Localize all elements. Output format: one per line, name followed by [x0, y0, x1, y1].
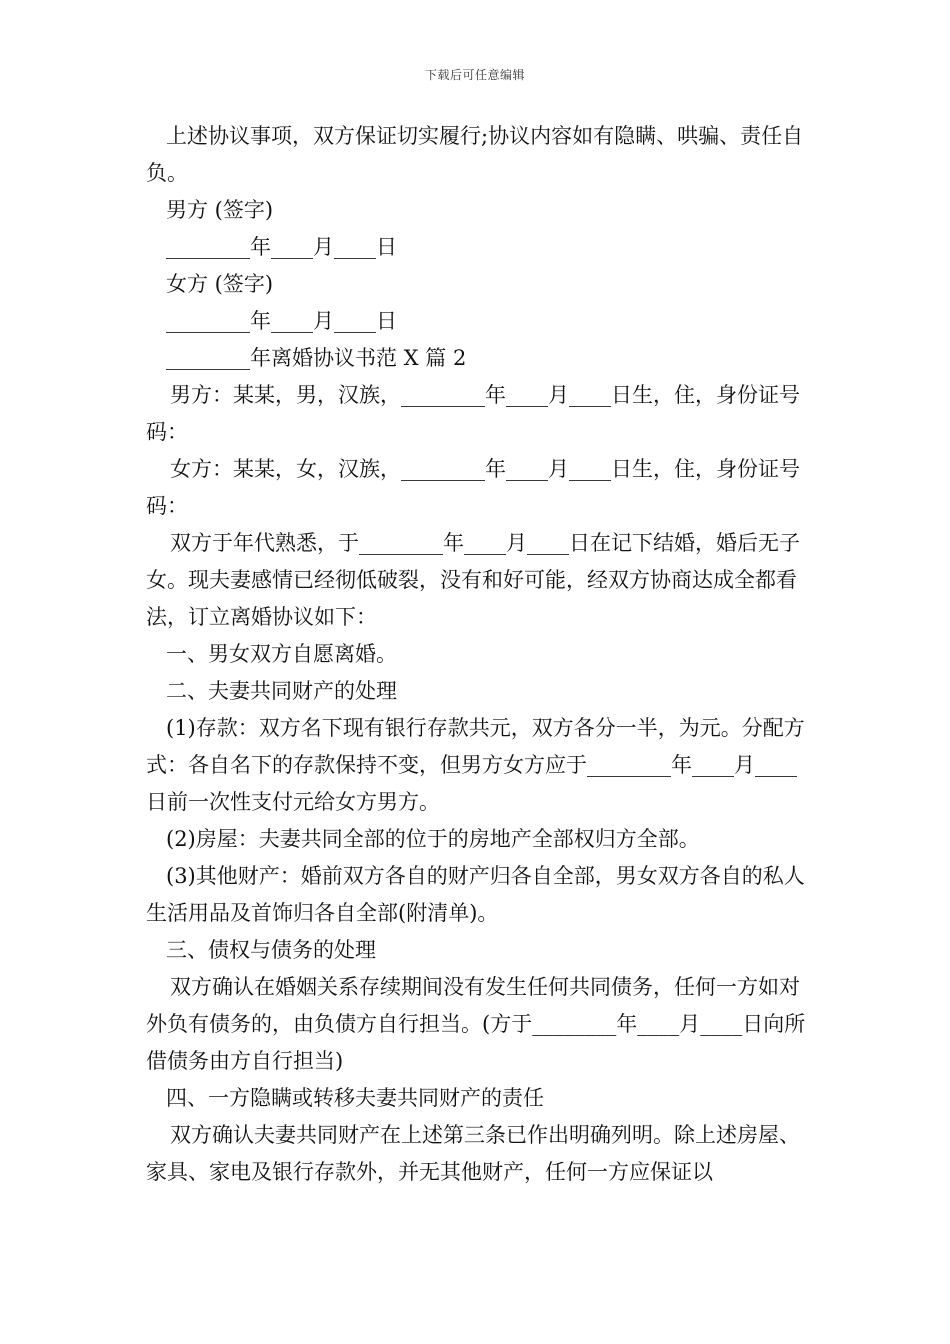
document-body	[146, 118, 808, 1191]
date-line-female: ________年____月____日	[166, 309, 397, 333]
clause-2-deposits: (1)存款：双方名下现有银行存款共元，双方各分一半，为元。分配方式：各自名下的存款保持不变，但男方女方应于________年____月____日前一次性支付元给女方男方。	[146, 716, 805, 814]
signature-male: 男方 (签字)	[166, 198, 274, 222]
page-header: 下载后可任意编辑	[424, 68, 525, 82]
section-title-2: ________年离婚协议书范 X 篇 2	[166, 346, 467, 370]
signature-female: 女方 (签字)	[166, 272, 274, 296]
clause-1-heading: 一、男女双方自愿离婚。	[166, 642, 397, 666]
clause-4-heading: 四、一方隐瞒或转移夫妻共同财产的责任	[166, 1086, 544, 1110]
clause-2-heading: 二、夫妻共同财产的处理	[166, 679, 397, 703]
clause-3-body: 双方确认在婚姻关系存续期间没有发生任何共同债务，任何一方如对外负有债务的，由负债方自行担当。(方于________年____月____日向所借债务由方自行担当)	[146, 975, 806, 1073]
paragraph-performance-clause: 上述协议事项，双方保证切实履行;协议内容如有隐瞒、哄骗、责任自负。	[146, 124, 804, 185]
paragraph-background: 双方于年代熟悉，于________年____月____日在记下结婚，婚后无子女。现夫妻感情已经彻低破裂，没有和好可能，经双方协商达成全都看法，订立离婚协议如下：	[146, 531, 800, 629]
clause-2-house: (2)房屋：夫妻共同全部的位于的房地产全部权归方全部。	[166, 827, 700, 851]
party-male-info: 男方：某某，男，汉族，________年____月____日生，住，身份证号码：	[146, 383, 800, 444]
date-line-male: ________年____月____日	[166, 235, 397, 259]
party-female-info: 女方：某某，女，汉族，________年____月____日生，住，身份证号码：	[146, 457, 800, 518]
clause-3-heading: 三、债权与债务的处理	[166, 938, 376, 962]
clause-4-body: 双方确认夫妻共同财产在上述第三条已作出明确列明。除上述房屋、家具、家电及银行存款外，并无其他财产，任何一方应保证以	[146, 1123, 800, 1184]
clause-2-other-property: (3)其他财产：婚前双方各自的财产归各自全部，男女双方各自的私人生活用品及首饰归各自全部(附清单)。	[146, 864, 805, 925]
